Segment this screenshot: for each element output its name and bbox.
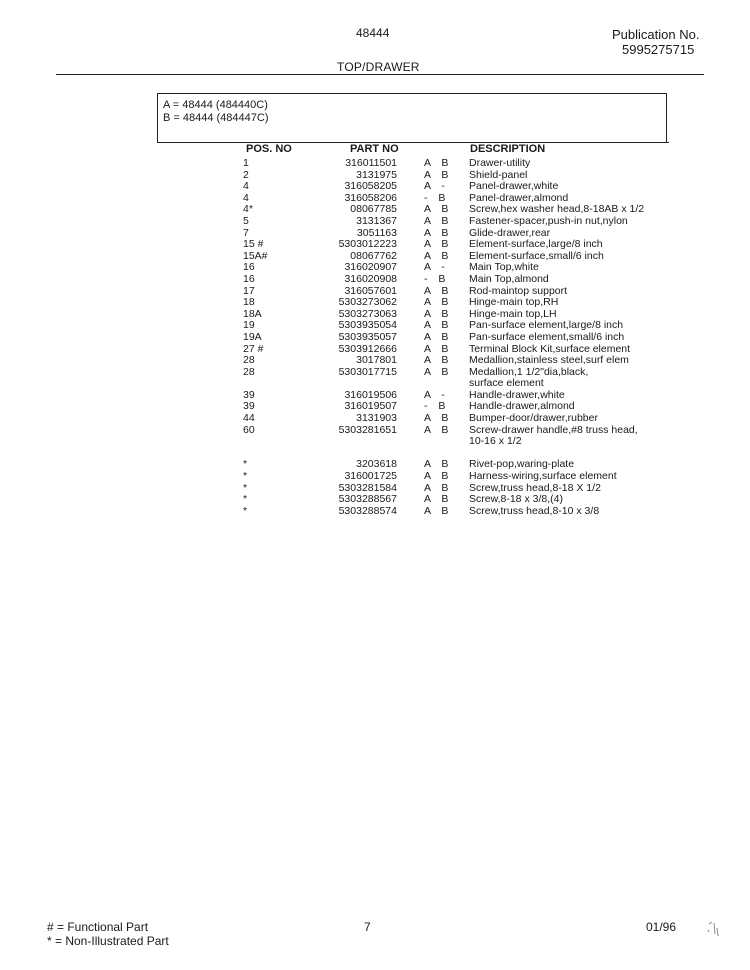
- model-code-cell: A B: [424, 319, 453, 332]
- pos-cell: 60: [243, 423, 255, 436]
- pos-cell: 15 #: [243, 238, 264, 251]
- pos-cell: 19: [243, 319, 255, 332]
- part-number-cell: 3131903: [356, 412, 397, 425]
- pos-cell: *: [243, 493, 248, 506]
- model-code-cell: A B: [424, 493, 453, 506]
- part-number-cell: 5303017715: [338, 365, 397, 378]
- description-cell: Drawer-utility: [469, 157, 531, 169]
- section-title: TOP/DRAWER: [337, 60, 420, 74]
- part-number-cell: 5303288574: [338, 504, 397, 517]
- part-number-cell: 3131975: [356, 168, 397, 181]
- description-cell: 10-16 x 1/2: [469, 435, 522, 448]
- model-code-cell: A B: [424, 470, 453, 483]
- table-row: [0, 436, 750, 448]
- model-code-cell: - B: [424, 400, 450, 413]
- table-row: [0, 367, 750, 379]
- description-cell: Screw,truss head,8-10 x 3/8: [469, 504, 600, 517]
- part-number-cell: 5303935054: [338, 319, 397, 332]
- model-legend-a: A = 48444 (484440C): [163, 99, 268, 111]
- part-number-cell: 5303281651: [338, 423, 397, 436]
- pos-cell: 7: [243, 226, 249, 239]
- description-cell: Main Top,almond: [469, 272, 549, 285]
- part-number-cell: 5303912666: [338, 342, 397, 355]
- pos-cell: 4: [243, 180, 249, 193]
- part-number-cell: 5303273062: [338, 296, 397, 309]
- part-number-cell: 316058206: [344, 191, 397, 204]
- table-rule: [157, 142, 669, 143]
- part-number-cell: 316019507: [344, 400, 397, 413]
- pos-cell: 18A: [243, 307, 262, 320]
- model-code-cell: A B: [424, 481, 453, 494]
- column-header-part: PART NO: [350, 143, 399, 155]
- pos-cell: 17: [243, 284, 255, 297]
- part-number-cell: 316019506: [344, 388, 397, 401]
- scan-mark-icon: [706, 920, 720, 938]
- pos-cell: *: [243, 481, 248, 494]
- model-number: 48444: [356, 26, 390, 40]
- table-row: [0, 355, 750, 367]
- model-code-cell: A -: [424, 261, 449, 274]
- description-cell: Hinge-main top,RH: [469, 296, 559, 309]
- model-code-cell: A B: [424, 307, 453, 320]
- description-cell: Main Top,white: [469, 261, 539, 274]
- part-number-cell: 316020907: [344, 261, 397, 274]
- part-number-cell: 3051163: [356, 226, 397, 239]
- part-number-cell: 08067785: [350, 203, 397, 216]
- description-cell: Rivet-pop,waring-plate: [469, 458, 575, 471]
- description-cell: Handle-drawer,white: [469, 388, 565, 401]
- description-cell: Fastener-spacer,push-in nut,nylon: [469, 214, 628, 227]
- model-code-cell: A B: [424, 330, 453, 343]
- description-cell: Terminal Block Kit,surface element: [469, 342, 631, 355]
- page-number: 7: [364, 920, 371, 934]
- model-code-cell: A B: [424, 203, 453, 216]
- pos-cell: 44: [243, 412, 255, 425]
- model-code-cell: A B: [424, 226, 453, 239]
- description-cell: Element-surface,small/6 inch: [469, 249, 604, 262]
- part-number-cell: 08067762: [350, 249, 397, 262]
- description-cell: Panel-drawer,almond: [469, 191, 569, 204]
- description-cell: Handle-drawer,almond: [469, 400, 575, 413]
- description-cell: Pan-surface element,small/6 inch: [469, 330, 625, 343]
- description-cell: surface element: [469, 377, 544, 390]
- model-code-cell: A B: [424, 238, 453, 251]
- model-code-cell: A B: [424, 365, 453, 378]
- part-number-cell: 316011501: [345, 157, 397, 169]
- pos-cell: 16: [243, 272, 255, 285]
- part-number-cell: 316058205: [344, 180, 397, 193]
- model-code-cell: A B: [424, 157, 453, 169]
- pos-cell: 18: [243, 296, 255, 309]
- description-cell: Screw-drawer handle,#8 truss head,: [469, 423, 638, 436]
- model-code-cell: A B: [424, 249, 453, 262]
- publication-number: 5995275715: [622, 42, 695, 57]
- model-code-cell: - B: [424, 272, 450, 285]
- part-number-cell: 316001725: [344, 470, 397, 483]
- pos-cell: *: [243, 458, 248, 471]
- table-row: [0, 332, 750, 344]
- description-cell: Glide-drawer,rear: [469, 226, 551, 239]
- description-cell: Medallion,1 1/2"dia,black,: [469, 365, 589, 378]
- model-code-cell: A B: [424, 423, 453, 436]
- parts-table: [0, 158, 750, 517]
- model-code-cell: A B: [424, 296, 453, 309]
- model-code-cell: - B: [424, 191, 450, 204]
- model-code-cell: A B: [424, 214, 453, 227]
- table-row: [0, 425, 750, 437]
- model-code-cell: A B: [424, 354, 453, 367]
- pos-cell: 1: [243, 157, 249, 169]
- description-cell: Medallion,stainless steel,surf elem: [469, 354, 629, 367]
- publication-label: Publication No.: [612, 27, 700, 42]
- model-code-cell: A B: [424, 504, 453, 517]
- model-legend-box: [157, 93, 667, 142]
- pos-cell: *: [243, 504, 248, 517]
- description-cell: Pan-surface element,large/8 inch: [469, 319, 624, 332]
- table-row: [0, 506, 750, 518]
- model-code-cell: A B: [424, 168, 453, 181]
- table-row: [0, 471, 750, 483]
- part-number-cell: 3131367: [356, 214, 397, 227]
- part-number-cell: 5303935057: [338, 330, 397, 343]
- description-cell: Panel-drawer,white: [469, 180, 559, 193]
- pos-cell: 16: [243, 261, 255, 274]
- pos-cell: 4*: [243, 203, 253, 216]
- model-code-cell: A -: [424, 180, 449, 193]
- column-header-pos: POS. NO: [246, 143, 292, 155]
- pos-cell: 28: [243, 365, 255, 378]
- pos-cell: *: [243, 470, 248, 483]
- table-row: [0, 216, 750, 228]
- pos-cell: 4: [243, 191, 249, 204]
- legend-functional-part: # = Functional Part: [47, 920, 149, 934]
- model-code-cell: A B: [424, 284, 453, 297]
- description-cell: Screw,hex washer head,8-18AB x 1/2: [469, 203, 645, 216]
- part-number-cell: 5303273063: [338, 307, 397, 320]
- pos-cell: 5: [243, 214, 249, 227]
- table-row: [0, 297, 750, 309]
- part-number-cell: 316020908: [344, 272, 397, 285]
- description-cell: Hinge-main top,LH: [469, 307, 557, 320]
- description-cell: Rod-maintop support: [469, 284, 568, 297]
- pos-cell: 28: [243, 354, 255, 367]
- model-code-cell: A B: [424, 412, 453, 425]
- legend-non-illustrated-part: * = Non-Illustrated Part: [47, 934, 169, 948]
- part-number-cell: 3203618: [356, 458, 397, 471]
- table-row: [0, 239, 750, 251]
- model-code-cell: A -: [424, 388, 449, 401]
- description-cell: Screw,truss head,8-18 X 1/2: [469, 481, 601, 494]
- pos-cell: 2: [243, 168, 249, 181]
- part-number-cell: 5303288567: [338, 493, 397, 506]
- description-cell: Screw,8-18 x 3/8,(4): [469, 493, 563, 506]
- table-row: [0, 158, 750, 170]
- description-cell: Element-surface,large/8 inch: [469, 238, 603, 251]
- column-header-description: DESCRIPTION: [470, 143, 546, 155]
- part-number-cell: 316057601: [344, 284, 397, 297]
- model-code-cell: A B: [424, 342, 453, 355]
- pos-cell: 39: [243, 400, 255, 413]
- part-number-cell: 3017801: [356, 354, 397, 367]
- publication-date: 01/96: [646, 920, 677, 934]
- pos-cell: 27 #: [243, 342, 264, 355]
- table-row: [0, 274, 750, 286]
- pos-cell: 39: [243, 388, 255, 401]
- part-number-cell: 5303012223: [338, 238, 397, 251]
- description-cell: Harness-wiring,surface element: [469, 470, 617, 483]
- table-row: [0, 413, 750, 425]
- model-code-cell: A B: [424, 458, 453, 471]
- description-cell: Shield-panel: [469, 168, 528, 181]
- pos-cell: 15A#: [243, 249, 268, 262]
- part-number-cell: 5303281584: [338, 481, 397, 494]
- model-legend-b: B = 48444 (484447C): [163, 112, 269, 124]
- header-rule: [56, 74, 704, 75]
- pos-cell: 19A: [243, 330, 262, 343]
- description-cell: Bumper-door/drawer,rubber: [469, 412, 598, 425]
